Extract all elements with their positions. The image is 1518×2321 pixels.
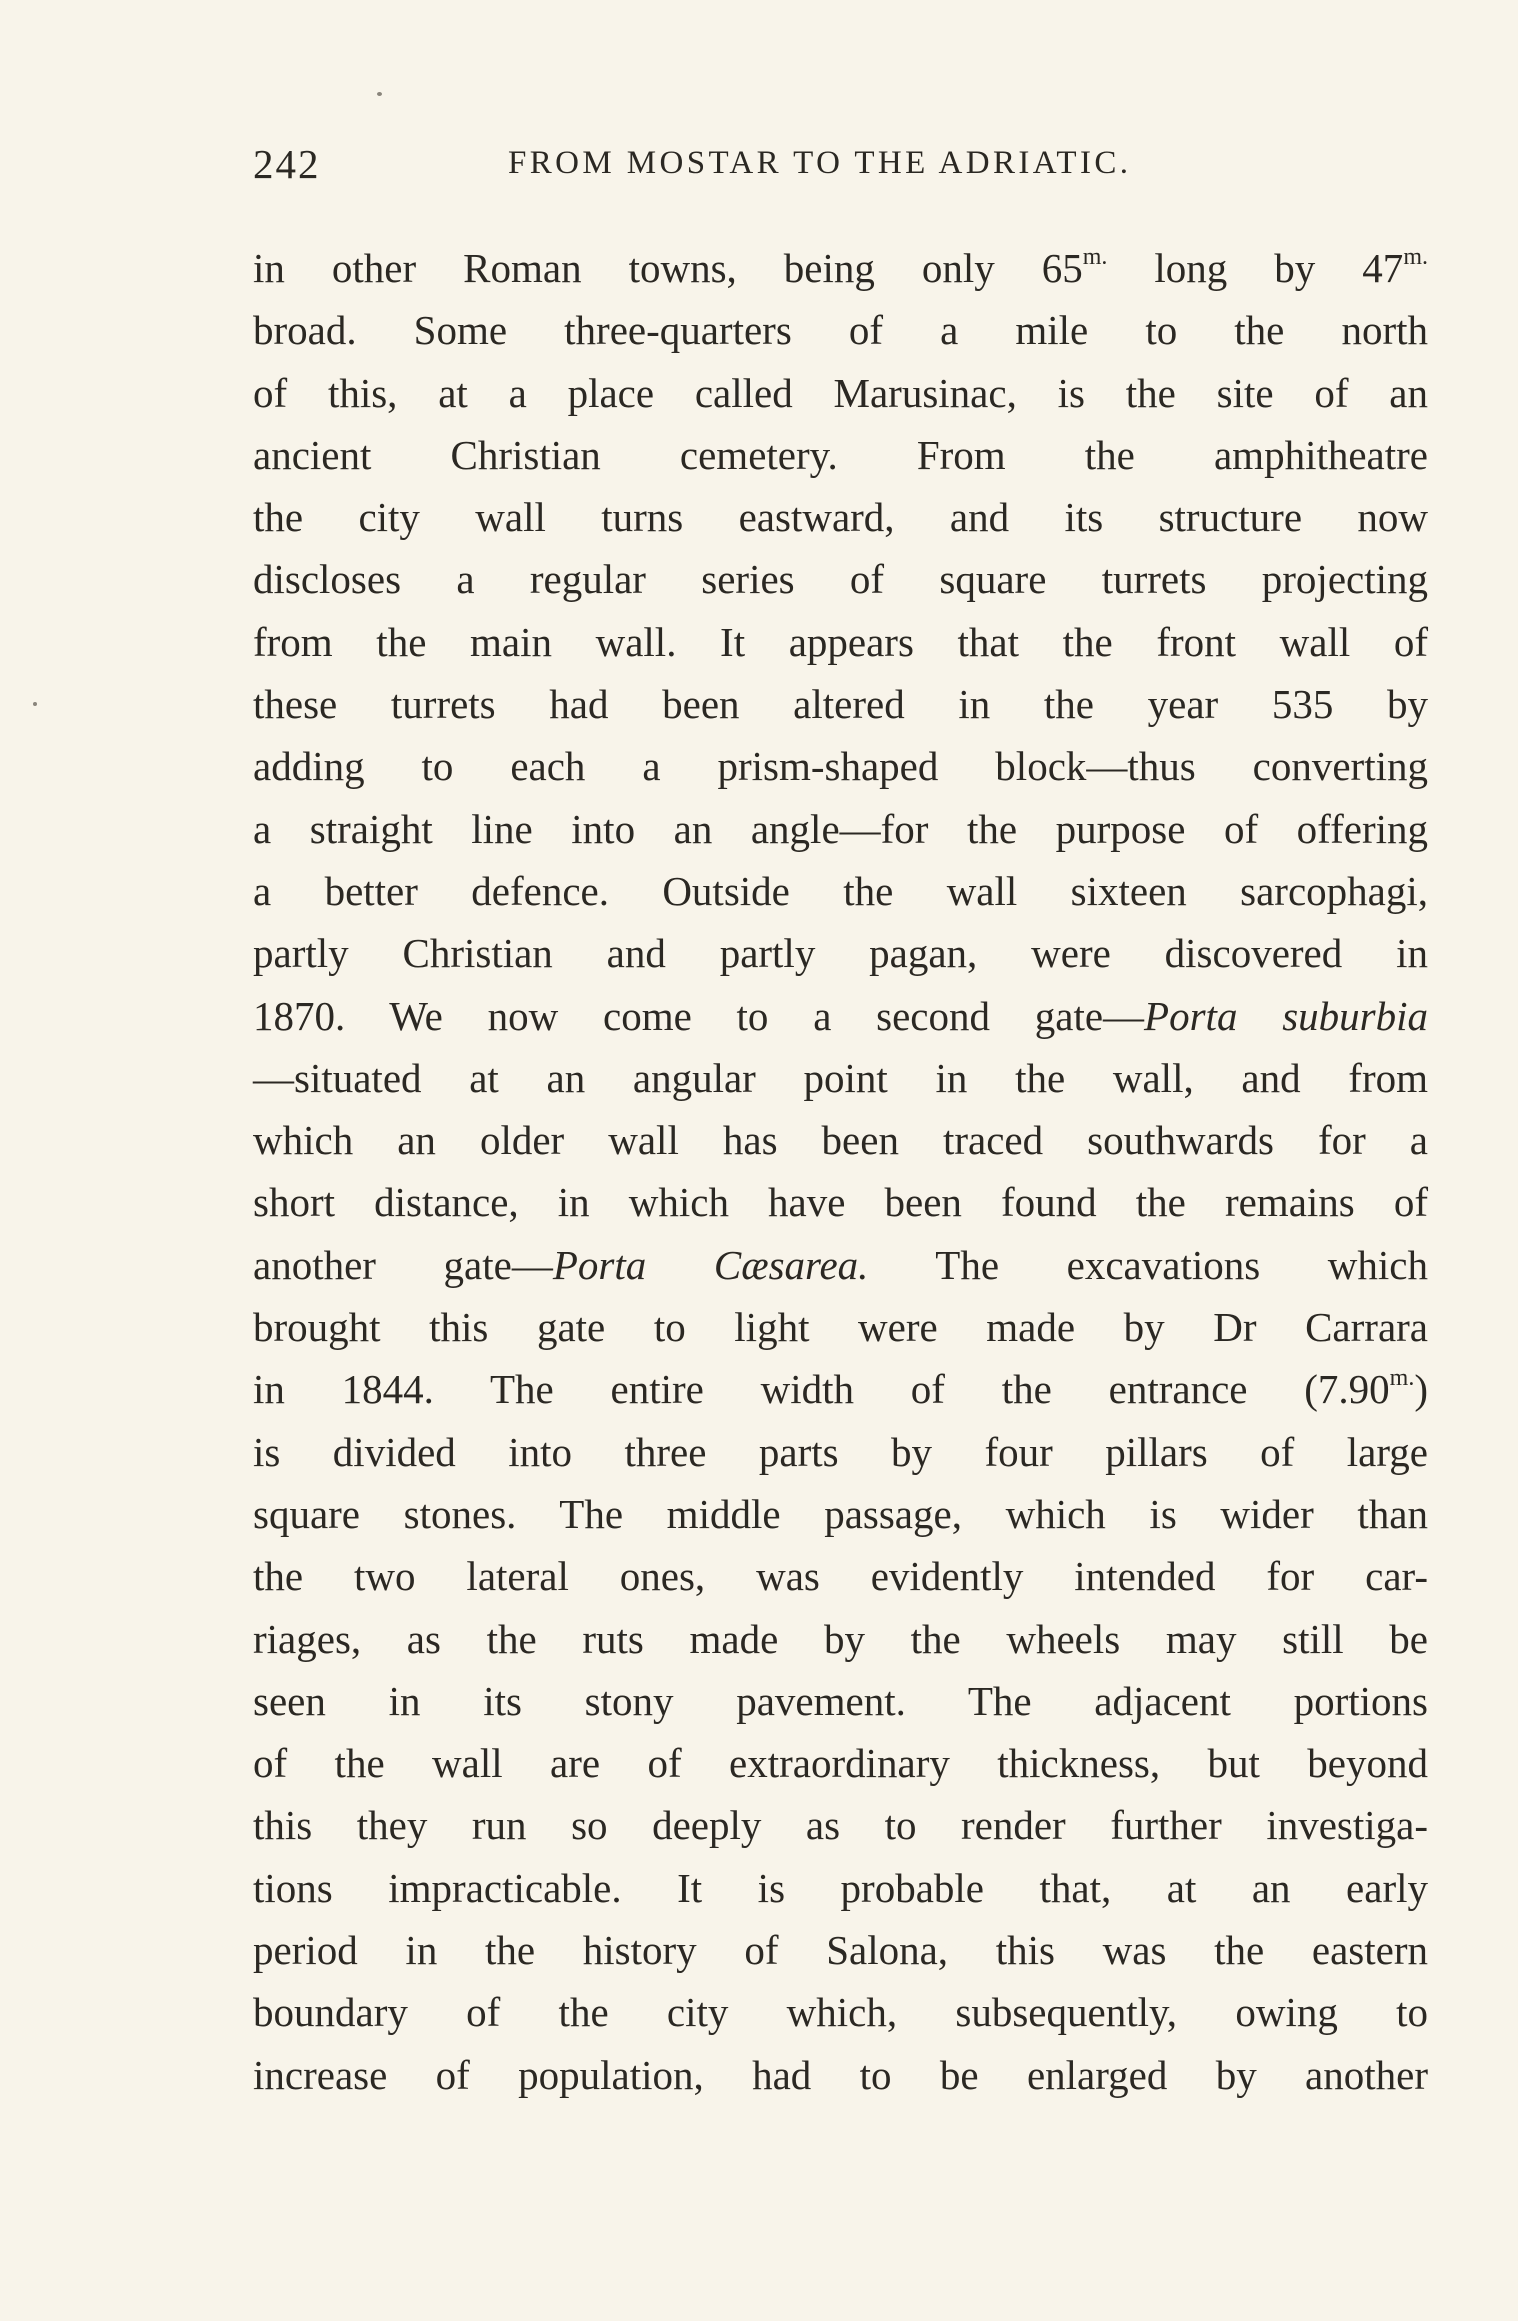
text-line bbox=[253, 1670, 1428, 1732]
text-run: tions impracticable. It is probable that, at an early bbox=[253, 1864, 1428, 1911]
superscript-unit: m. bbox=[1389, 1365, 1415, 1392]
text-line bbox=[253, 1732, 1428, 1794]
text-line bbox=[253, 1483, 1428, 1545]
body-text bbox=[253, 237, 1428, 2106]
margin-speck bbox=[33, 702, 37, 706]
text-line bbox=[253, 1358, 1428, 1420]
text-run: The excavations which bbox=[868, 1241, 1428, 1288]
text-line bbox=[253, 1047, 1428, 1109]
superscript-unit: m. bbox=[1403, 244, 1428, 270]
text-line bbox=[253, 1109, 1428, 1171]
text-run: these turrets had been altered in the year 535 by bbox=[253, 681, 1428, 728]
ink-speck bbox=[377, 92, 382, 96]
text-run: from the main wall. It appears that the front wall of bbox=[253, 618, 1428, 665]
text-line bbox=[253, 237, 1428, 299]
text-line bbox=[253, 1794, 1428, 1856]
text-run: discloses a regular series of square turrets projecting bbox=[253, 556, 1428, 603]
text-run: another gate— bbox=[253, 1241, 553, 1288]
text-run: boundary of the city which, subsequently, owing to bbox=[253, 1989, 1428, 2036]
running-head bbox=[253, 140, 1428, 200]
text-run: the two lateral ones, was evidently intended for car- bbox=[253, 1553, 1428, 1600]
text-line bbox=[253, 1608, 1428, 1670]
text-run: riages, as the ruts made by the wheels may still be bbox=[253, 1615, 1428, 1662]
text-line bbox=[253, 1296, 1428, 1358]
text-run: increase of population, had to be enlarged by another bbox=[253, 2051, 1428, 2098]
text-run: 1870. We now come to a second gate— bbox=[253, 992, 1145, 1039]
text-run: brought this gate to light were made by Dr Carrara bbox=[253, 1304, 1428, 1351]
text-run: seen in its stony pavement. The adjacent portions bbox=[253, 1677, 1428, 1724]
text-run: square stones. The middle passage, which is wider than bbox=[253, 1490, 1428, 1537]
text-line bbox=[253, 985, 1428, 1047]
text-line bbox=[253, 424, 1428, 486]
text-line bbox=[253, 1545, 1428, 1607]
text-line bbox=[253, 1234, 1428, 1296]
text-run: ) bbox=[1414, 1366, 1428, 1413]
text-run: broad. Some three-quarters of a mile to the north bbox=[253, 307, 1428, 354]
text-run: the city wall turns eastward, and its structure now bbox=[253, 494, 1428, 541]
text-line bbox=[253, 735, 1428, 797]
text-line bbox=[253, 362, 1428, 424]
text-run: period in the history of Salona, this was the eastern bbox=[253, 1927, 1428, 1974]
text-line bbox=[253, 1981, 1428, 2043]
text-run: ancient Christian cemetery. From the amphitheatre bbox=[253, 431, 1428, 478]
text-line bbox=[253, 1171, 1428, 1233]
text-run: in 1844. The entire width of the entrance (7.90 bbox=[253, 1366, 1390, 1413]
text-run: this they run so deeply as to render further investiga- bbox=[253, 1802, 1428, 1849]
text-run: partly Christian and partly pagan, were discovered in bbox=[253, 930, 1428, 977]
text-run: is divided into three parts by four pillars of large bbox=[253, 1428, 1428, 1475]
text-run: of the wall are of extraordinary thickness, but beyond bbox=[253, 1740, 1428, 1787]
text-line bbox=[253, 548, 1428, 610]
superscript-unit: m. bbox=[1082, 244, 1108, 270]
page-number: 242 bbox=[253, 141, 321, 187]
text-run: of this, at a place called Marusinac, is the site of an bbox=[253, 369, 1428, 416]
text-run: long by 47 bbox=[1107, 245, 1404, 291]
text-line bbox=[253, 611, 1428, 673]
text-line bbox=[253, 798, 1428, 860]
italic-phrase: Porta suburbia bbox=[1144, 992, 1428, 1039]
text-line bbox=[253, 1857, 1428, 1919]
text-run: a better defence. Outside the wall sixteen sarcophagi, bbox=[253, 867, 1428, 914]
italic-phrase: Porta Cæsarea. bbox=[552, 1241, 869, 1288]
text-run: —situated at an angular point in the wall, and from bbox=[253, 1054, 1428, 1101]
running-title: FROM MOSTAR TO THE ADRIATIC. bbox=[508, 145, 1132, 181]
text-line bbox=[253, 1421, 1428, 1483]
text-line bbox=[253, 1919, 1428, 1981]
text-run: a straight line into an angle—for the purpose of offering bbox=[253, 805, 1428, 852]
text-line bbox=[253, 2044, 1428, 2106]
text-run: short distance, in which have been found the remains of bbox=[253, 1179, 1428, 1226]
text-line bbox=[253, 860, 1428, 922]
text-line bbox=[253, 673, 1428, 735]
text-run: adding to each a prism-shaped block—thus converting bbox=[253, 743, 1428, 790]
text-run: which an older wall has been traced southwards for a bbox=[253, 1117, 1428, 1164]
text-run: in other Roman towns, being only 65 bbox=[253, 245, 1083, 291]
text-line bbox=[253, 299, 1428, 361]
text-line bbox=[253, 486, 1428, 548]
text-line bbox=[253, 922, 1428, 984]
